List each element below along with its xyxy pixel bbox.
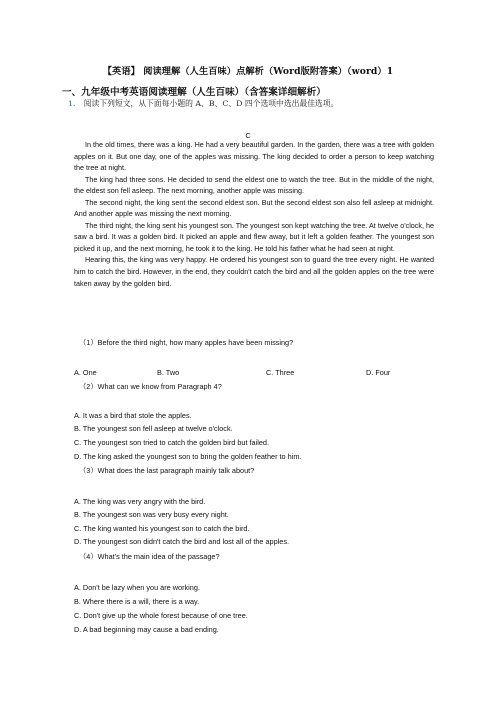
paragraph-4: The third night, the king sent his youngest son. The youngest son kept watching the tree. At twelve o'clock, he saw a bird. It was a golden bird. It picked an apple and flew away, but it left a golden feather. The youngest son picked it up, and the next morning, he took it to the king. He told his father what he had seen at night. — [74, 220, 434, 253]
question-4-option-b: B. Where there is a will, there is a way. — [74, 597, 200, 606]
question-1-option-d: D. Four — [366, 368, 391, 377]
instruction — [68, 98, 338, 109]
question-3-option-b: B. The youngest son was very busy every night. — [74, 510, 229, 519]
question-3-option-c: C. The king wanted his youngest son to catch the bird. — [74, 524, 250, 533]
question-2-option-a: A. It was a bird that stole the apples. — [74, 411, 192, 420]
question-2-option-c: C. The youngest son tried to catch the golden bird but failed. — [74, 438, 269, 447]
paragraph-1: In the old times, there was a king. He had a very beautiful garden. In the garden, there was a tree with golden apples on it. But one day, one of the apples was missing. The king decided to order a person to keep watching the tree at night. — [74, 140, 434, 173]
question-1-option-c: C. Three — [266, 368, 295, 377]
question-2-stem: （2）What can we know from Paragraph 4? — [79, 382, 222, 391]
question-4-stem: （4）What's the main idea of the passage? — [79, 552, 220, 561]
question-1-stem: （1）Before the third night, how many apples have been missing? — [79, 338, 294, 347]
paragraph-2: The king had three sons. He decided to send the eldest one to watch the tree. But in the middle of the night, the eldest son fell asleep. The next morning, another apple was missing. — [74, 174, 434, 196]
instruction-number: 1． — [68, 99, 81, 108]
question-4-option-c: C. Don't give up the whole forest because of one tree. — [74, 611, 248, 620]
instruction-text: 阅读下列短文，从下面每小题的 A、B、C、D 四个选项中选出最佳选项。 — [83, 99, 339, 108]
passage-letter: C — [245, 131, 251, 140]
question-3-option-d: D. The youngest son didn't catch the bird and lost all of the apples. — [74, 537, 290, 546]
question-2-option-d: D. The king asked the youngest son to bring the golden feather to him. — [74, 452, 302, 461]
question-1-option-b: B. Two — [157, 368, 180, 377]
paragraph-5: Hearing this, the king was very happy. He ordered his youngest son to guard the tree every night. He wanted him to catch the bird. However, in the end, they couldn't catch the bird and all the golden apples on the tree were taken away by the golden bird. — [74, 255, 434, 288]
passage — [74, 139, 434, 289]
question-3-option-a: A. The king was very angry with the bird. — [74, 497, 206, 506]
paragraph-3: The second night, the king sent the second eldest son. But the second eldest son also fell asleep at midnight. And another apple was missing the next morning. — [74, 197, 434, 219]
question-1-option-a: A. One — [74, 368, 97, 377]
question-4-option-d: D. A bad beginning may cause a bad ending. — [74, 625, 219, 634]
document-title: 【英语】 阅读理解（人生百味）点解析（Word版附答案）（word）1 — [102, 66, 394, 77]
question-4-option-a: A. Don't be lazy when you are working. — [74, 583, 200, 592]
section-heading: 一、九年级中考英语阅读理解（人生百味）（含答案详细解析） — [62, 87, 326, 98]
question-3-stem: （3）What does the last paragraph mainly talk about? — [79, 466, 255, 475]
question-2-option-b: B. The youngest son fell asleep at twelve o'clock. — [74, 424, 233, 433]
